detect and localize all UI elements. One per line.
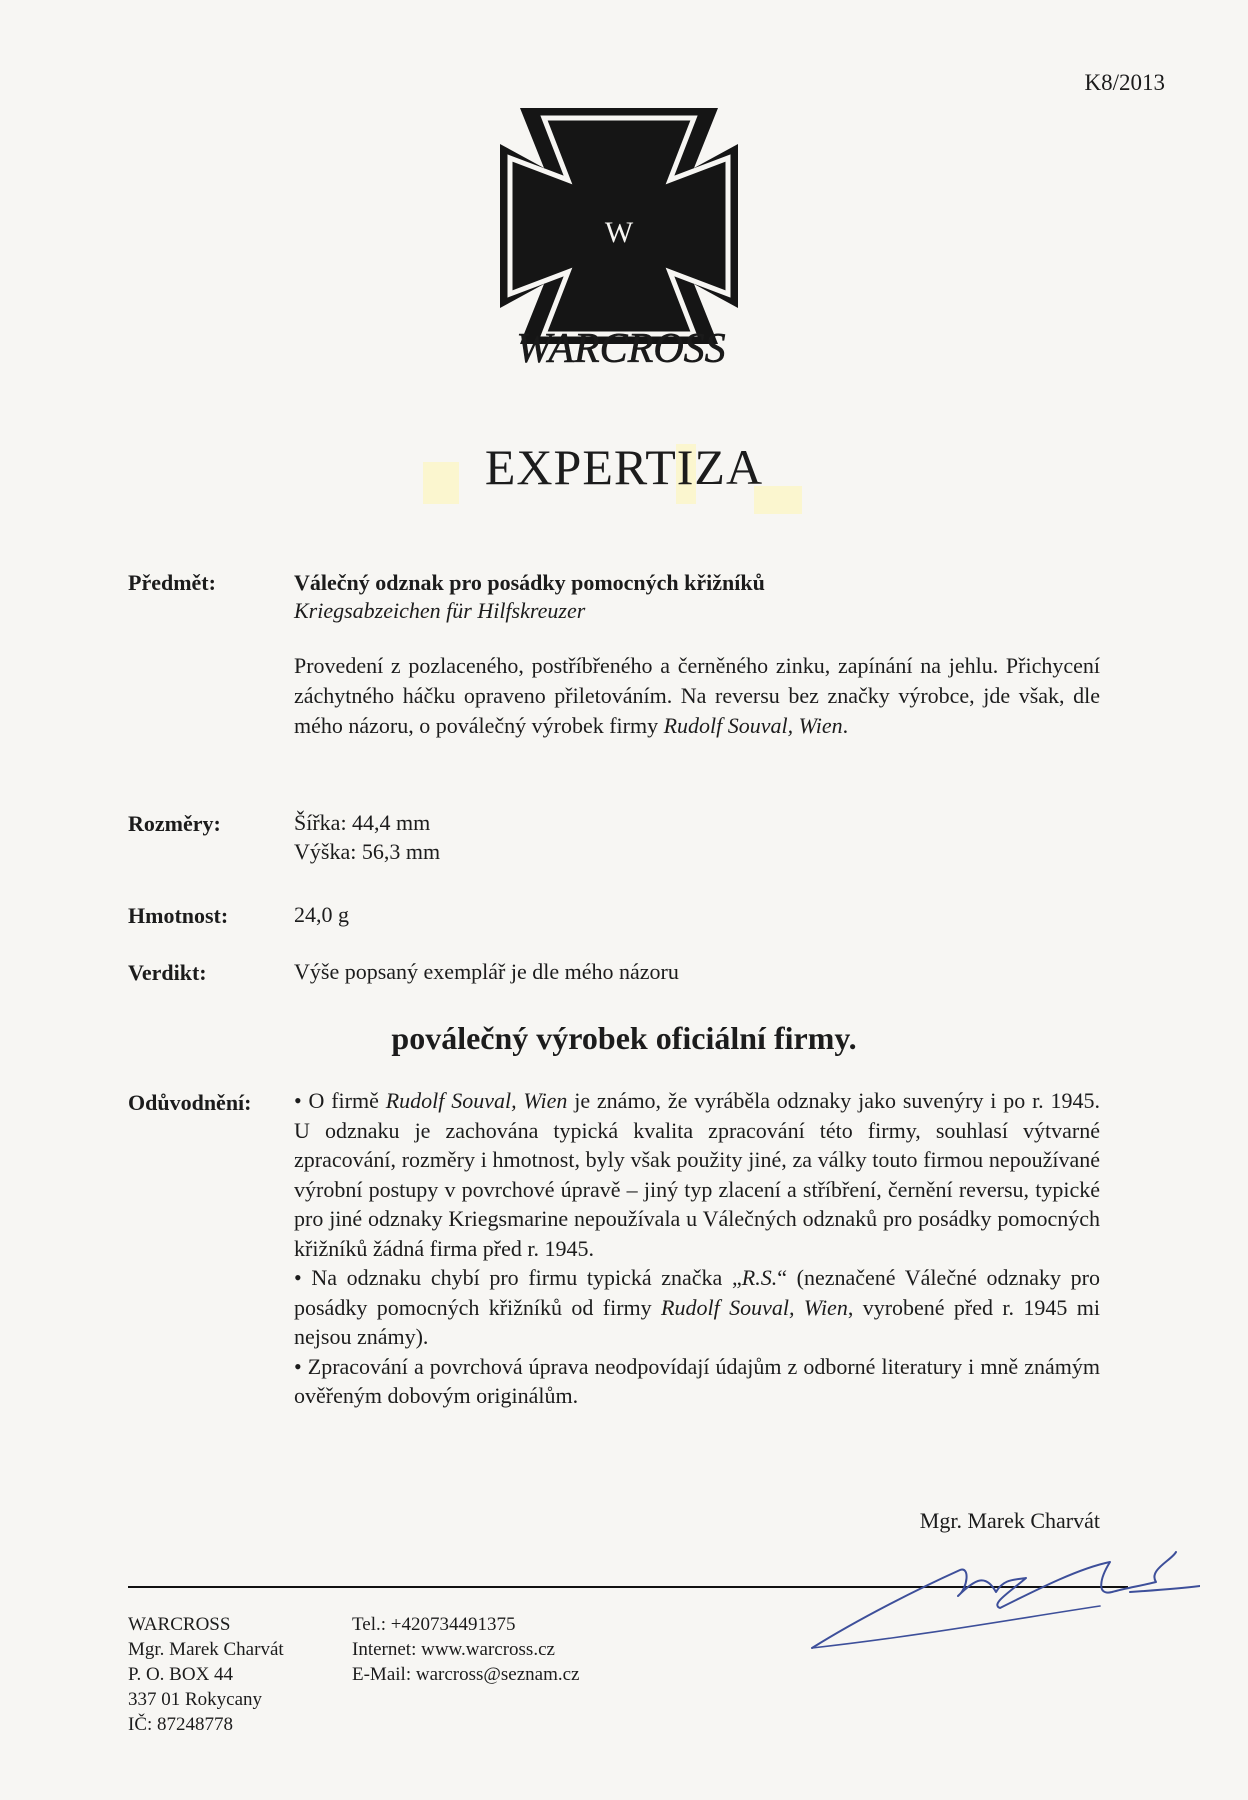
weight-label: Hmotnost: bbox=[128, 903, 229, 928]
weight-value: 24,0 g bbox=[294, 902, 349, 927]
footer-person: Mgr. Marek Charvát bbox=[128, 1639, 284, 1660]
bullet-text: • Na odznaku chybí pro firmu typická značka „ bbox=[294, 1265, 742, 1290]
footer-contacts bbox=[352, 1612, 579, 1687]
verdict-text: Výše popsaný exemplář je dle mého názoru bbox=[294, 959, 679, 984]
signer-name: Mgr. Marek Charvát bbox=[919, 1508, 1100, 1533]
subject-description bbox=[294, 651, 1100, 741]
iron-cross-icon bbox=[500, 108, 740, 370]
footer-company: WARCROSS bbox=[128, 1614, 231, 1635]
subject-block bbox=[294, 568, 1100, 624]
description-end: . bbox=[842, 713, 849, 738]
title-block bbox=[0, 438, 1248, 508]
dimensions-block bbox=[294, 808, 1100, 866]
verdict-conclusion: poválečný výrobek oficiální firmy. bbox=[391, 1020, 857, 1056]
description-text: Provedení z pozlaceného, postříbřeného a černěného zinku, zapínání na jehlu. Přichycení záchytného háčku opraveno přiletováním. Na reversu bez značky výrobce, jde však, dle mého názoru, o poválečný výrobek firmy bbox=[294, 653, 1100, 738]
subject-name-cz: Válečný odznak pro posádky pomocných křižníků bbox=[294, 570, 765, 595]
footer-pobox: P. O. BOX 44 bbox=[128, 1664, 234, 1685]
maker-mark: R.S. bbox=[741, 1265, 778, 1290]
dimensions-label: Rozměry: bbox=[128, 811, 221, 836]
footer-email: E-Mail: warcross@seznam.cz bbox=[352, 1664, 580, 1685]
footer-ico: IČ: 87248778 bbox=[128, 1714, 234, 1735]
dimension-width: Šířka: 44,4 mm bbox=[294, 810, 431, 835]
reference-number: K8/2013 bbox=[1084, 70, 1165, 95]
subject-name-de: Kriegsabzeichen für Hilfskreuzer bbox=[294, 598, 586, 623]
reasoning-bullet bbox=[294, 1086, 1100, 1263]
bullet-text: “ (neznačené Válečné odznaky pro posádky pomocných křižníků od firmy bbox=[294, 1265, 1100, 1320]
footer-internet: Internet: www.warcross.cz bbox=[352, 1639, 555, 1660]
verdict-label: Verdikt: bbox=[128, 960, 207, 985]
bullet-text: • O firmě bbox=[294, 1088, 386, 1113]
reasoning-label: Odůvodnění: bbox=[128, 1090, 252, 1115]
reasoning-bullet bbox=[294, 1263, 1100, 1352]
footer-address bbox=[128, 1612, 284, 1737]
logo-letter: W bbox=[604, 216, 634, 249]
bullet-text: je známo, že vyráběla odznaky jako suvenýry i po r. 1945. U odznaku je zachována typická kvalita zpracování této firmy, souhlasí výtvarné zpracování, rozměry i hmotnost, byly však použity jiné, za války touto firmou nepoužívané výrobní postupy v povrchové úpravě – jiný typ zlacení a stříbření, černění reversu, typické pro jiné odznaky Kriegsmarine nepoužívala u Válečných odznaků pro posádky pomocných křižníků žádná firma před r. 1945. bbox=[294, 1088, 1100, 1261]
document-title: EXPERTIZA bbox=[484, 439, 764, 495]
reasoning-bullet: • Zpracování a povrchová úprava neodpovídají údajům z odborné literatury i mně známým ověřeným dobovým originálům. bbox=[294, 1353, 1100, 1408]
signature-icon bbox=[800, 1548, 1200, 1658]
manufacturer-name: Rudolf Souval, Wien bbox=[385, 1088, 568, 1113]
manufacturer-name: Rudolf Souval, Wien bbox=[663, 713, 843, 738]
manufacturer-name: Rudolf Souval, Wien bbox=[661, 1294, 848, 1320]
footer-city: 337 01 Rokycany bbox=[128, 1689, 263, 1710]
bullet-text: , vyrobené před r. 1945 mi nejsou známy). bbox=[294, 1294, 1100, 1349]
footer-tel: Tel.: +420734491375 bbox=[352, 1614, 516, 1635]
warcross-logo bbox=[500, 108, 740, 370]
logo-wordmark: WARCROSS bbox=[516, 326, 726, 370]
reasoning-block bbox=[294, 1086, 1100, 1411]
dimension-height: Výška: 56,3 mm bbox=[294, 839, 441, 864]
subject-label: Předmět: bbox=[128, 570, 216, 595]
